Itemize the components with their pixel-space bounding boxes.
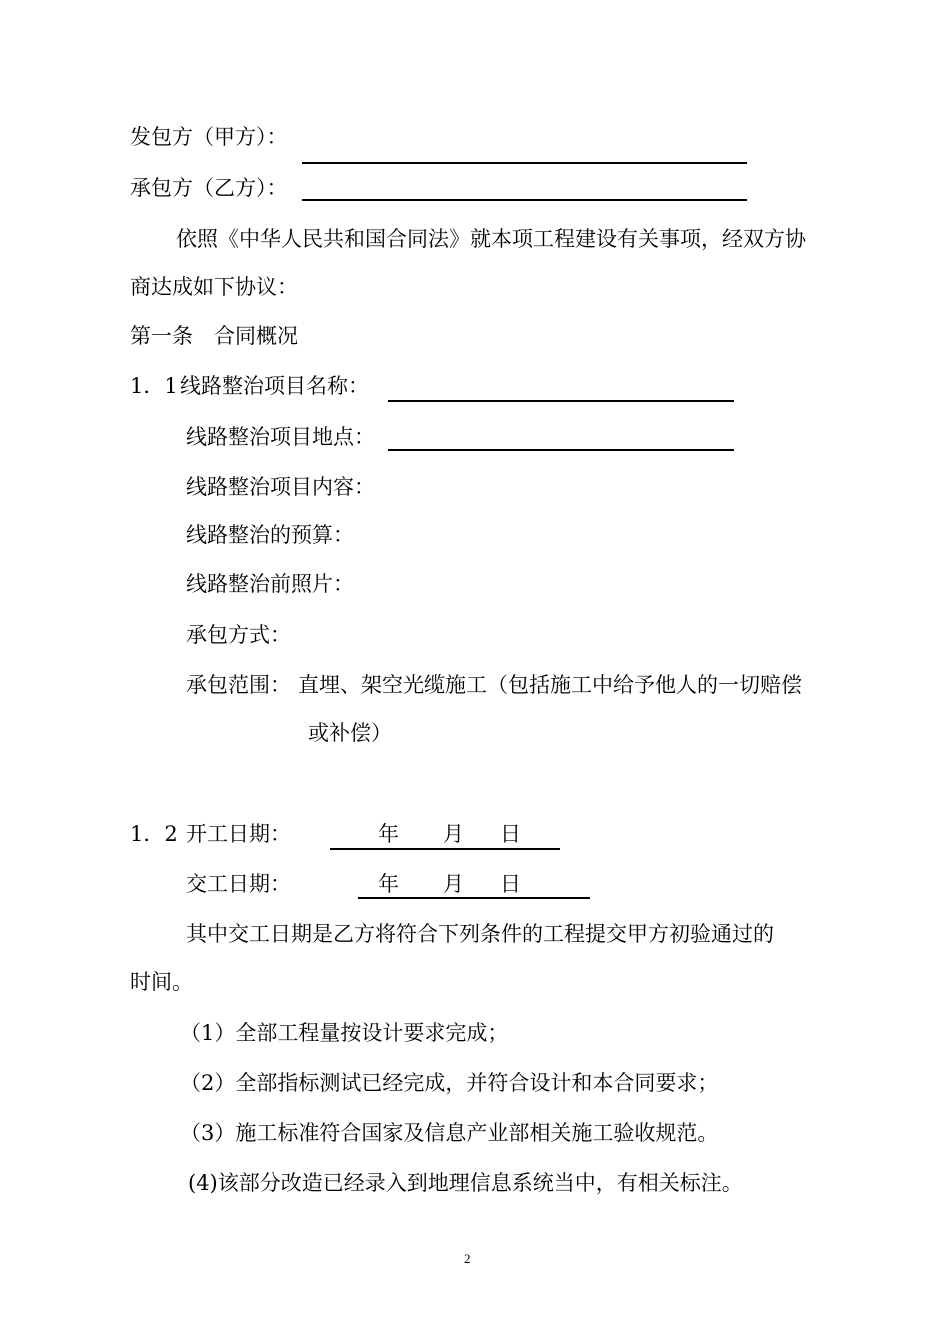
end-date-label: 交工日期：	[186, 872, 291, 896]
project-location-label: 线路整治项目地点：	[186, 425, 375, 449]
end-year: 年	[378, 872, 399, 896]
start-month: 月	[443, 822, 464, 846]
condition-item: (4)该部分改造已经录入到地理信息系统当中，有相关标注。	[188, 1171, 743, 1195]
item-1-1-number: 1．1	[130, 374, 178, 398]
condition-item: （2）全部指标测试已经完成，并符合设计和本合同要求；	[180, 1071, 719, 1095]
contractor-label: 承包方（乙方）：	[130, 176, 288, 200]
item-1-2-number: 1．2	[130, 822, 178, 846]
end-date-blank-line	[358, 897, 590, 899]
completion-note-line-1: 其中交工日期是乙方将符合下列条件的工程提交甲方初验通过的	[186, 922, 774, 946]
preamble-line-2: 商达成如下协议：	[130, 275, 298, 299]
contract-mode-label: 承包方式：	[186, 623, 291, 647]
project-location-blank-line	[388, 449, 734, 451]
budget-label: 线路整治的预算：	[186, 523, 354, 547]
scope-text-line-1: 直埋、架空光缆施工（包括施工中给予他人的一切赔偿	[298, 673, 802, 697]
end-month: 月	[443, 872, 464, 896]
completion-note-line-2: 时间。	[130, 970, 193, 994]
start-day: 日	[500, 822, 521, 846]
employer-blank-line	[302, 162, 747, 164]
scope-label: 承包范围：	[186, 673, 291, 697]
condition-item: （1）全部工程量按设计要求完成；	[180, 1021, 509, 1045]
photo-label: 线路整治前照片：	[186, 572, 354, 596]
contractor-blank-line	[302, 199, 747, 201]
employer-label: 发包方（甲方）：	[130, 125, 288, 149]
start-date-blank-line	[330, 848, 560, 850]
project-name-blank-line	[388, 400, 734, 402]
scope-text-line-2: 或补偿）	[308, 721, 392, 745]
project-content-label: 线路整治项目内容：	[186, 475, 375, 499]
preamble-line-1: 依照《中华人民共和国合同法》就本项工程建设有关事项，经双方协	[176, 227, 806, 251]
condition-item: （3）施工标准符合国家及信息产业部相关施工验收规范。	[180, 1121, 719, 1145]
end-day: 日	[500, 872, 521, 896]
project-name-label: 线路整治项目名称：	[180, 374, 369, 398]
page-number: 2	[464, 1251, 471, 1266]
start-year: 年	[378, 822, 399, 846]
start-date-label: 开工日期：	[186, 822, 291, 846]
article-1-heading: 第一条 合同概况	[130, 324, 298, 348]
